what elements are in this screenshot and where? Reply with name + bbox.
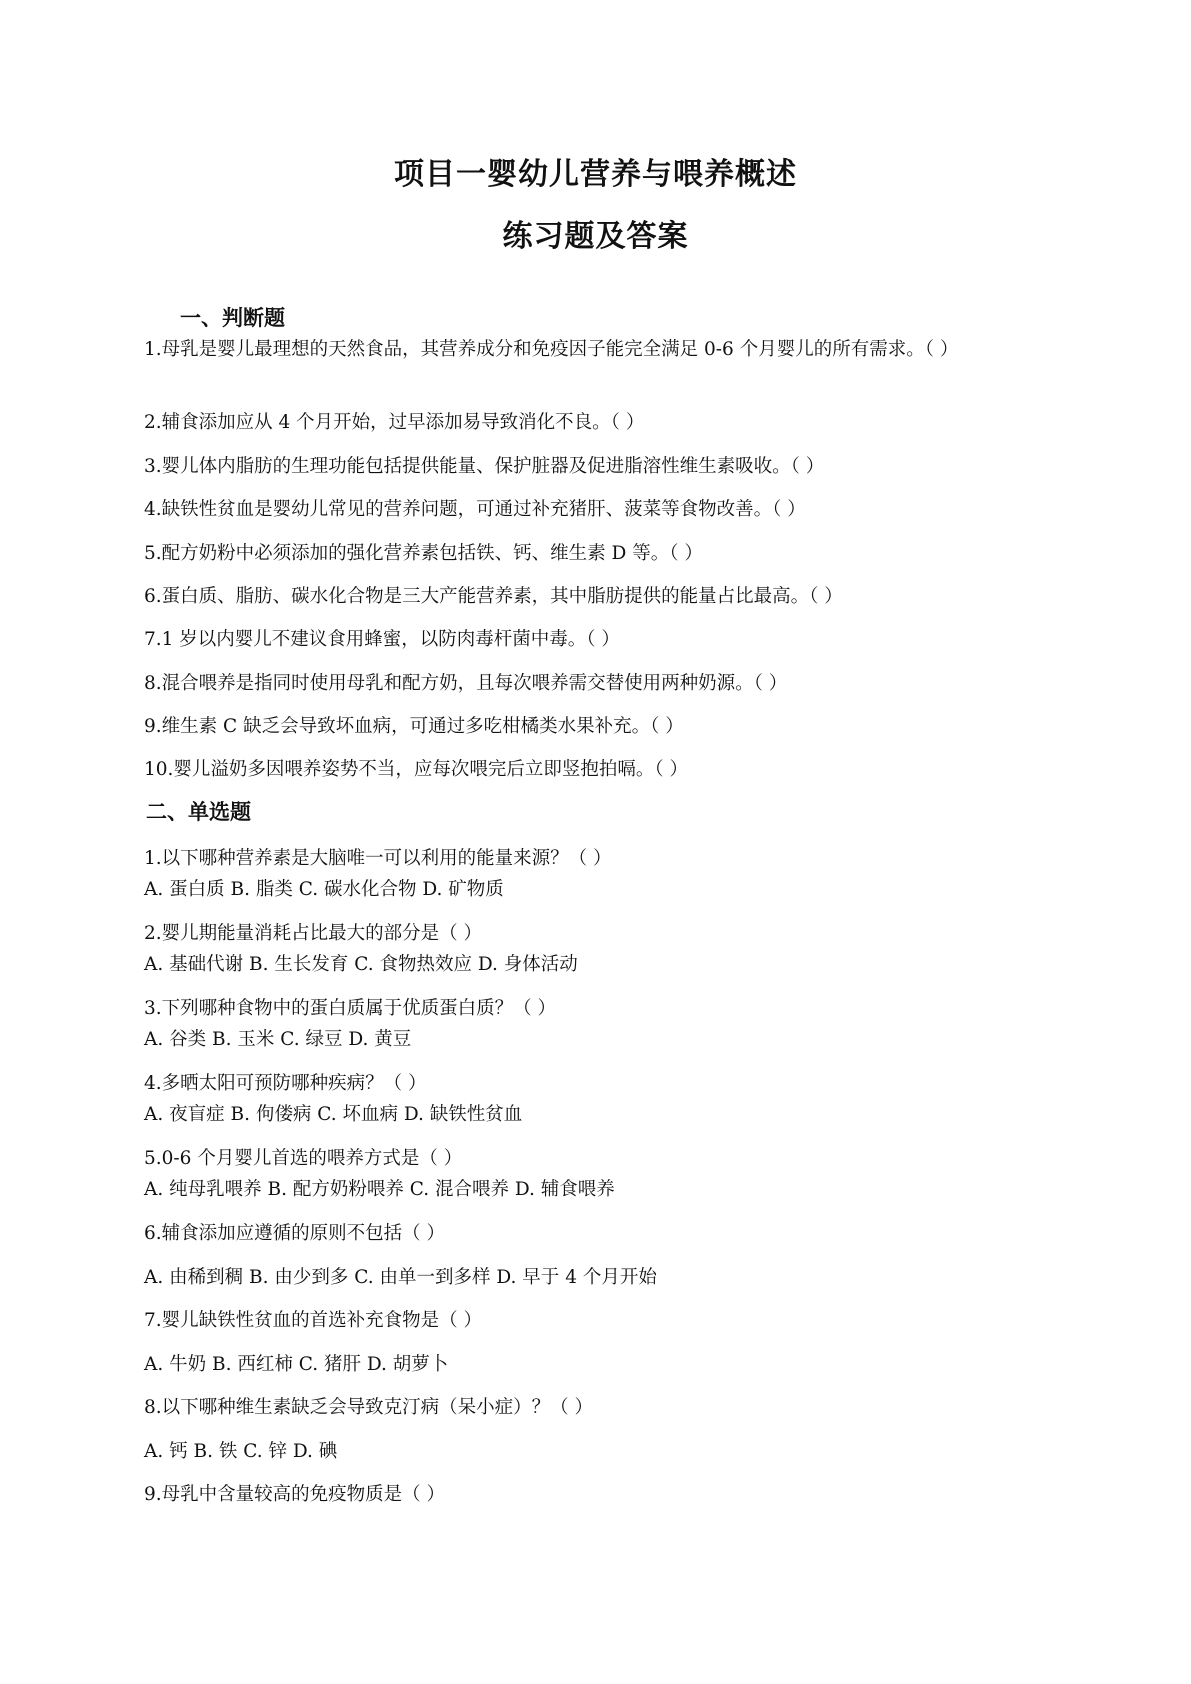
judgment-question: 4.缺铁性贫血是婴幼儿常见的营养问题，可通过补充猪肝、菠菜等食物改善。（ ） xyxy=(144,499,806,520)
single-choice-options: A. 夜盲症 B. 佝偻病 C. 坏血病 D. 缺铁性贫血 xyxy=(144,1104,523,1125)
single-choice-options: A. 钙 B. 铁 C. 锌 D. 碘 xyxy=(144,1441,338,1462)
single-choice-options: A. 谷类 B. 玉米 C. 绿豆 D. 黄豆 xyxy=(144,1029,412,1050)
judgment-question: 5.配方奶粉中必须添加的强化营养素包括铁、钙、维生素 D 等。（ ） xyxy=(144,543,703,564)
single-choice-options: A. 纯母乳喂养 B. 配方奶粉喂养 C. 混合喂养 D. 辅食喂养 xyxy=(144,1179,615,1200)
judgment-question: 8.混合喂养是指同时使用母乳和配方奶，且每次喂养需交替使用两种奶源。（ ） xyxy=(144,673,788,694)
document-subtitle: 练习题及答案 xyxy=(502,219,689,254)
single-choice-options: A. 由稀到稠 B. 由少到多 C. 由单一到多样 D. 早于 4 个月开始 xyxy=(144,1267,657,1288)
single-choice-options: A. 基础代谢 B. 生长发育 C. 食物热效应 D. 身体活动 xyxy=(144,954,578,975)
section-heading-judgment: 一、判断题 xyxy=(180,306,285,330)
single-choice-question: 9.母乳中含量较高的免疫物质是（ ） xyxy=(144,1484,446,1505)
judgment-question: 6.蛋白质、脂肪、碳水化合物是三大产能营养素，其中脂肪提供的能量占比最高。（ ） xyxy=(144,586,843,607)
judgment-question: 1.母乳是婴儿最理想的天然食品，其营养成分和免疫因子能完全满足 0-6 个月婴儿的所有需求。（ ） xyxy=(144,339,959,360)
single-choice-options: A. 牛奶 B. 西红柿 C. 猪肝 D. 胡萝卜 xyxy=(144,1354,449,1375)
judgment-question: 2.辅食添加应从 4 个月开始，过早添加易导致消化不良。（ ） xyxy=(144,412,645,433)
section-heading-single-choice: 二、单选题 xyxy=(146,800,251,824)
single-choice-question: 3.下列哪种食物中的蛋白质属于优质蛋白质？（ ） xyxy=(144,998,557,1019)
judgment-question: 10.婴儿溢奶多因喂养姿势不当，应每次喂完后立即竖抱拍嗝。（ ） xyxy=(144,759,689,780)
judgment-question: 9.维生素 C 缺乏会导致坏血病，可通过多吃柑橘类水果补充。（ ） xyxy=(144,716,684,737)
single-choice-question: 7.婴儿缺铁性贫血的首选补充食物是（ ） xyxy=(144,1310,483,1331)
single-choice-question: 6.辅食添加应遵循的原则不包括（ ） xyxy=(144,1223,446,1244)
single-choice-question: 2.婴儿期能量消耗占比最大的部分是（ ） xyxy=(144,923,483,944)
single-choice-question: 8.以下哪种维生素缺乏会导致克汀病（呆小症）？（ ） xyxy=(144,1397,594,1418)
judgment-question: 3.婴儿体内脂肪的生理功能包括提供能量、保护脏器及促进脂溶性维生素吸收。（ ） xyxy=(144,456,825,477)
single-choice-question: 1.以下哪种营养素是大脑唯一可以利用的能量来源？（ ） xyxy=(144,848,612,869)
single-choice-question: 4.多晒太阳可预防哪种疾病？（ ） xyxy=(144,1073,427,1094)
document-title: 项目一婴幼儿营养与喂养概述 xyxy=(394,157,797,192)
judgment-question: 7.1 岁以内婴儿不建议食用蜂蜜，以防肉毒杆菌中毒。（ ） xyxy=(144,629,620,650)
single-choice-options: A. 蛋白质 B. 脂类 C. 碳水化合物 D. 矿物质 xyxy=(144,879,504,900)
single-choice-question: 5.0-6 个月婴儿首选的喂养方式是（ ） xyxy=(144,1148,463,1169)
